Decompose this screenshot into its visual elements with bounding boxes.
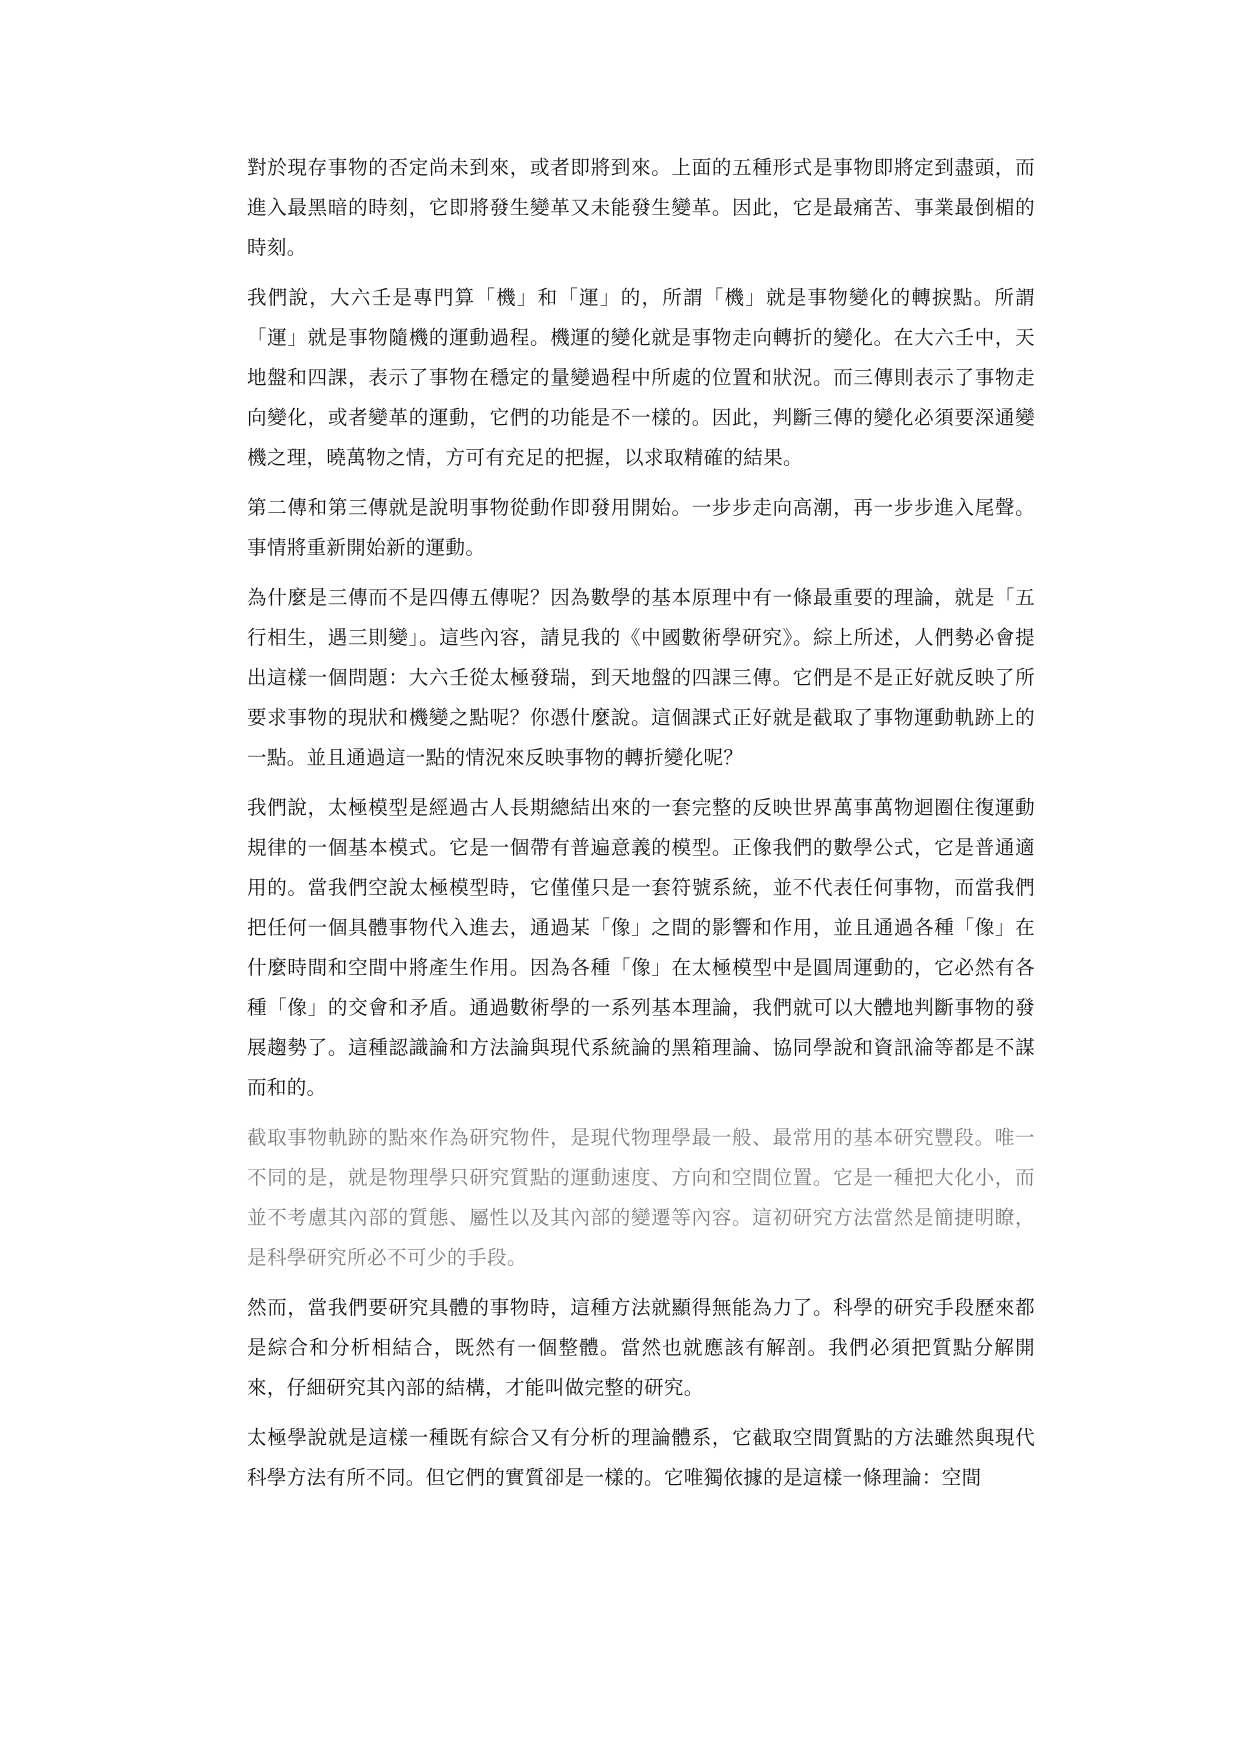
paragraph-7: 然而，當我們要研究具體的事物時，這種方法就顯得無能為力了。科學的研究手段歷來都是綜合和分析相結合，既然有一個整體。當然也就應該有解剖。我們必須把質點分解開來，仔細研究其內部的結構，才能叫做完整的研究。 [247,1296,1035,1399]
document-body [247,148,1035,1508]
paragraph-6-muted: 截取事物軌跡的點來作為研究物件，是現代物理學最一般、最常用的基本研究豐段。唯一不同的是，就是物理學只研究質點的運動速度、方向和空間位置。它是一種把大化小，而並不考慮其內部的質態、屬性以及其內部的變遷等內容。這初研究方法當然是簡捷明瞭，是科學研究所必不可少的手段。 [247,1126,1035,1269]
paragraph-5: 我們說，太極模型是經過古人長期總結出來的一套完整的反映世界萬事萬物迴圈住復運動規律的一個基本模式。它是一個帶有普遍意義的模型。正像我們的數學公式，它是普通適用的。當我們空說太極模型時，它僅僅只是一套符號系統，並不代表任何事物，而當我們把任何一個具體事物代入進去，通過某「像」之間的影響和作用，並且通過各種「像」在什麼時間和空間中將產生作用。因為各種「像」在太極模型中是圓周運動的，它必然有各種「像」的交會和矛盾。通過數術學的一系列基本理論，我們就可以大體地判斷事物的發展趨勢了。這種認識論和方法論與現代系統論的黑箱理論、協同學說和資訊淪等都是不謀而和的。 [247,796,1035,1099]
paragraph-8: 太極學說就是這樣一種既有綜合又有分析的理論體系，它截取空間質點的方法雖然與現代科學方法有所不同。但它們的實質卻是一樣的。它唯獨依據的是這樣一條理論：空間 [247,1426,1035,1489]
paragraph-4: 為什麼是三傳而不是四傳五傳呢？因為數學的基本原理中有一條最重要的理論，就是「五行相生，遇三則變」。這些內容，請見我的《中國數術學研究》。綜上所述，人們勢必會提出這樣一個問題：大六壬從太極發瑞，到天地盤的四課三傳。它們是不是正好就反映了所要求事物的現狀和機變之點呢？你憑什麼說。這個課式正好就是截取了事物運動軌跡上的一點。並且通過這一點的情況來反映事物的轉折變化呢？ [247,586,1035,769]
paragraph-1: 對於現存事物的否定尚未到來，或者即將到來。上面的五種形式是事物即將定到盡頭，而進入最黑暗的時刻，它即將發生變革又未能發生變革。因此，它是最痛苦、事業最倒楣的時刻。 [247,156,1035,259]
paragraph-3: 第二傳和第三傳就是說明事物從動作即發用開始。一步步走向高潮，再一步步進入尾聲。事情將重新開始新的運動。 [247,496,1035,559]
paragraph-2: 我們說，大六壬是專門算「機」和「運」的，所謂「機」就是事物變化的轉捩點。所謂「運」就是事物隨機的運動過程。機運的變化就是事物走向轉折的變化。在大六壬中，天地盤和四課，表示了事物在穩定的量變過程中所處的位置和狀況。而三傳則表示了事物走向變化，或者變革的運動，它們的功能是不一樣的。因此，判斷三傳的變化必須要深通變機之理，曉萬物之情，方可有充足的把握，以求取精確的結果。 [247,286,1035,469]
